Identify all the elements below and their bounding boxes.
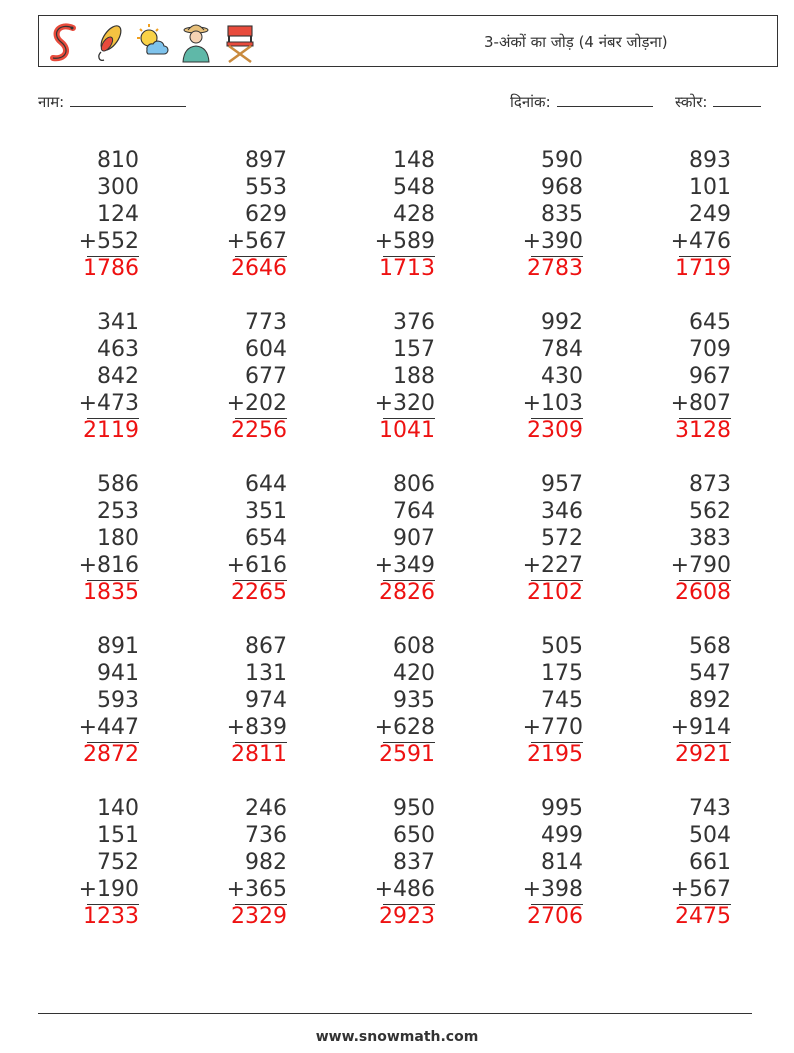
addition-problem <box>621 633 731 768</box>
addend: 499 <box>541 823 583 848</box>
name-line <box>70 92 186 107</box>
addend: 553 <box>245 175 287 200</box>
addend: 837 <box>393 850 435 875</box>
date-field <box>510 92 653 112</box>
addend-with-plus: +202 <box>226 391 287 416</box>
addend: 677 <box>245 364 287 389</box>
addend: 131 <box>245 661 287 686</box>
addend: 736 <box>245 823 287 848</box>
addend: 420 <box>393 661 435 686</box>
addition-problem <box>29 471 139 606</box>
addend-with-plus: +390 <box>522 229 583 254</box>
addend: 383 <box>689 526 731 551</box>
addend-with-plus: +447 <box>78 715 139 740</box>
addend-with-plus: +476 <box>670 229 731 254</box>
answer: 2256 <box>231 418 287 443</box>
addend: 463 <box>97 337 139 362</box>
addition-problem <box>177 633 287 768</box>
addend-with-plus: +816 <box>78 553 139 578</box>
addend: 974 <box>245 688 287 713</box>
addend: 661 <box>689 850 731 875</box>
worm-icon <box>45 20 83 64</box>
answer: 2811 <box>231 742 287 767</box>
addend: 957 <box>541 472 583 497</box>
addend-with-plus: +628 <box>374 715 435 740</box>
addition-problem <box>325 147 435 282</box>
addend: 950 <box>393 796 435 821</box>
addend: 907 <box>393 526 435 551</box>
addition-problem <box>473 633 583 768</box>
addend-with-plus: +365 <box>226 877 287 902</box>
answer: 2265 <box>231 580 287 605</box>
addition-problem <box>473 471 583 606</box>
addend-with-plus: +227 <box>522 553 583 578</box>
answer: 1835 <box>83 580 139 605</box>
addend: 604 <box>245 337 287 362</box>
score-label: स्कोर: <box>675 93 708 111</box>
addend-with-plus: +486 <box>374 877 435 902</box>
addend: 654 <box>245 526 287 551</box>
addend: 810 <box>97 148 139 173</box>
addend: 246 <box>245 796 287 821</box>
addend: 548 <box>393 175 435 200</box>
addend: 773 <box>245 310 287 335</box>
addition-problem <box>177 309 287 444</box>
addend-with-plus: +790 <box>670 553 731 578</box>
addend-with-plus: +320 <box>374 391 435 416</box>
header-box <box>38 15 778 67</box>
addend-with-plus: +914 <box>670 715 731 740</box>
addend: 982 <box>245 850 287 875</box>
answer: 2706 <box>527 904 583 929</box>
addition-problem <box>29 795 139 930</box>
addend: 504 <box>689 823 731 848</box>
addend: 586 <box>97 472 139 497</box>
answer: 2783 <box>527 256 583 281</box>
addend: 590 <box>541 148 583 173</box>
answer: 2102 <box>527 580 583 605</box>
addend-with-plus: +589 <box>374 229 435 254</box>
addend: 376 <box>393 310 435 335</box>
addend: 897 <box>245 148 287 173</box>
footer-divider <box>38 1013 752 1014</box>
addend-with-plus: +567 <box>226 229 287 254</box>
addend: 995 <box>541 796 583 821</box>
addend: 814 <box>541 850 583 875</box>
addend: 608 <box>393 634 435 659</box>
addend: 992 <box>541 310 583 335</box>
addend: 124 <box>97 202 139 227</box>
addend: 629 <box>245 202 287 227</box>
icon-strip <box>45 20 259 64</box>
addition-problem <box>621 147 731 282</box>
addend: 891 <box>97 634 139 659</box>
name-field <box>38 92 186 112</box>
addend: 151 <box>97 823 139 848</box>
addend: 351 <box>245 499 287 524</box>
addition-problem <box>621 795 731 930</box>
addend: 709 <box>689 337 731 362</box>
addition-problem <box>177 795 287 930</box>
fishing-lure-icon <box>89 20 127 64</box>
answer: 2921 <box>675 742 731 767</box>
addend-with-plus: +349 <box>374 553 435 578</box>
addition-problem <box>177 471 287 606</box>
addend: 806 <box>393 472 435 497</box>
answer: 2923 <box>379 904 435 929</box>
addend: 645 <box>689 310 731 335</box>
addend: 842 <box>97 364 139 389</box>
answer: 2119 <box>83 418 139 443</box>
director-chair-icon <box>221 20 259 64</box>
addition-problem <box>473 795 583 930</box>
addend: 101 <box>689 175 731 200</box>
addend: 835 <box>541 202 583 227</box>
addend-with-plus: +552 <box>78 229 139 254</box>
addend: 148 <box>393 148 435 173</box>
addend: 893 <box>689 148 731 173</box>
addend: 430 <box>541 364 583 389</box>
addend-with-plus: +770 <box>522 715 583 740</box>
addition-problem <box>621 309 731 444</box>
addition-problem <box>325 795 435 930</box>
addend: 180 <box>97 526 139 551</box>
addition-problem <box>621 471 731 606</box>
answer: 2646 <box>231 256 287 281</box>
addend: 249 <box>689 202 731 227</box>
name-label: नाम: <box>38 93 65 111</box>
addend-with-plus: +839 <box>226 715 287 740</box>
addend: 505 <box>541 634 583 659</box>
addition-problem <box>325 309 435 444</box>
addend: 547 <box>689 661 731 686</box>
addend: 873 <box>689 472 731 497</box>
addend-with-plus: +807 <box>670 391 731 416</box>
addend: 764 <box>393 499 435 524</box>
answer: 2591 <box>379 742 435 767</box>
addend: 892 <box>689 688 731 713</box>
explorer-icon <box>177 20 215 64</box>
addend: 743 <box>689 796 731 821</box>
addend-with-plus: +398 <box>522 877 583 902</box>
addend: 188 <box>393 364 435 389</box>
addition-problem <box>473 147 583 282</box>
addend: 650 <box>393 823 435 848</box>
answer: 1713 <box>379 256 435 281</box>
addend: 867 <box>245 634 287 659</box>
addend: 346 <box>541 499 583 524</box>
answer: 2329 <box>231 904 287 929</box>
score-field <box>675 92 761 112</box>
addend: 300 <box>97 175 139 200</box>
addend: 140 <box>97 796 139 821</box>
addend: 941 <box>97 661 139 686</box>
addition-problem <box>177 147 287 282</box>
footer-site: www.snowmath.com <box>315 1029 479 1045</box>
addend: 572 <box>541 526 583 551</box>
answer: 2608 <box>675 580 731 605</box>
addend: 935 <box>393 688 435 713</box>
addend: 175 <box>541 661 583 686</box>
addend: 784 <box>541 337 583 362</box>
addend-with-plus: +103 <box>522 391 583 416</box>
addend: 752 <box>97 850 139 875</box>
addend: 428 <box>393 202 435 227</box>
addition-problem <box>473 309 583 444</box>
addend-with-plus: +567 <box>670 877 731 902</box>
answer: 1233 <box>83 904 139 929</box>
answer: 3128 <box>675 418 731 443</box>
answer: 2872 <box>83 742 139 767</box>
addend-with-plus: +473 <box>78 391 139 416</box>
addend-with-plus: +616 <box>226 553 287 578</box>
addend: 745 <box>541 688 583 713</box>
answer: 2309 <box>527 418 583 443</box>
answer: 2195 <box>527 742 583 767</box>
addition-problem <box>29 309 139 444</box>
addend: 967 <box>689 364 731 389</box>
answer: 1041 <box>379 418 435 443</box>
addend-with-plus: +190 <box>78 877 139 902</box>
score-line <box>713 92 761 107</box>
addend: 253 <box>97 499 139 524</box>
addition-problem <box>29 633 139 768</box>
answer: 1719 <box>675 256 731 281</box>
answer: 1786 <box>83 256 139 281</box>
sun-cloud-icon <box>133 20 171 64</box>
worksheet-title: 3-अंकों का जोड़ (4 नंबर जोड़ना) <box>484 33 668 51</box>
addend: 644 <box>245 472 287 497</box>
addend: 341 <box>97 310 139 335</box>
date-line <box>557 92 653 107</box>
date-label: दिनांक: <box>510 93 551 111</box>
answer: 2475 <box>675 904 731 929</box>
addend: 568 <box>689 634 731 659</box>
addend: 157 <box>393 337 435 362</box>
addend: 562 <box>689 499 731 524</box>
addition-problem <box>325 633 435 768</box>
addition-problem <box>29 147 139 282</box>
addend: 968 <box>541 175 583 200</box>
addend: 593 <box>97 688 139 713</box>
addition-problem <box>325 471 435 606</box>
answer: 2826 <box>379 580 435 605</box>
